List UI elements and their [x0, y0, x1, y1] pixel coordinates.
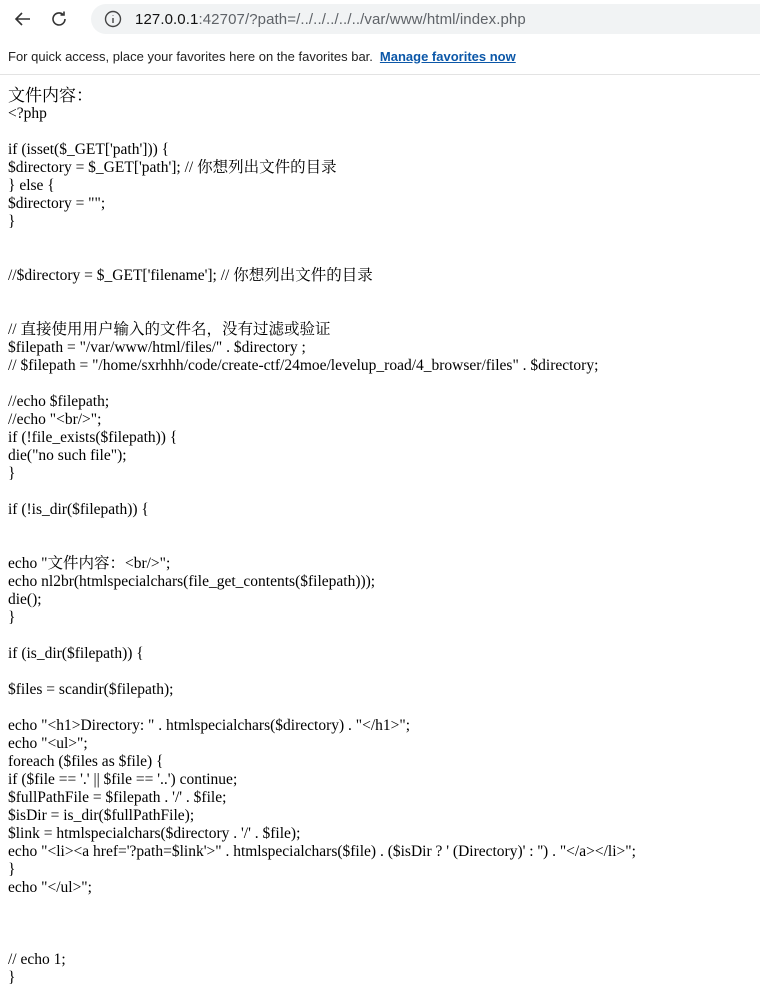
code-line: $files = scandir($filepath); [8, 681, 174, 698]
code-line: } [8, 465, 16, 482]
code-line: $isDir = is_dir($fullPathFile); [8, 807, 195, 824]
code-line: echo "<ul>"; [8, 735, 88, 752]
code-line: echo "</ul>"; [8, 879, 92, 896]
url-path: :42707/?path=/../../../../../var/www/html/index.php [198, 10, 526, 28]
code-line: echo "<h1>Directory: " . htmlspecialchars($directory) . "</h1>"; [8, 717, 411, 734]
code-line [8, 915, 760, 933]
code-line: // $filepath = "/home/sxrhhh/code/create-ctf/24moe/levelup_road/4_browser/files" . $directory; [8, 357, 599, 374]
code-line: die("no such file"); [8, 447, 127, 464]
file-content-heading: 文件内容： [8, 86, 93, 105]
code-line [8, 375, 760, 393]
manage-favorites-link[interactable]: Manage favorites now [379, 48, 516, 64]
code-line: if (!file_exists($filepath)) { [8, 429, 178, 446]
code-line: //$directory = $_GET['filename']; // 你想列出文件的目录 [8, 267, 373, 284]
address-bar[interactable] [91, 4, 760, 34]
code-line [8, 897, 760, 915]
code-line [8, 699, 760, 717]
code-line [8, 483, 760, 501]
code-line: if (isset($_GET['path'])) { [8, 141, 170, 158]
info-icon[interactable] [103, 9, 123, 29]
code-line [8, 231, 760, 249]
code-line: // echo 1; [8, 951, 66, 968]
code-line: if (is_dir($filepath)) { [8, 645, 144, 662]
code-line: } [8, 609, 16, 626]
code-line: } else { [8, 177, 55, 194]
code-line [8, 933, 760, 951]
code-line [8, 627, 760, 645]
favorites-bar [0, 38, 760, 75]
code-line: //echo "<br/>"; [8, 411, 102, 428]
code-line: } [8, 969, 16, 986]
refresh-button[interactable] [41, 0, 77, 38]
code-line: //echo $filepath; [8, 393, 110, 410]
code-line: $fullPathFile = $filepath . '/' . $file; [8, 789, 227, 806]
code-line [8, 537, 760, 555]
code-line: $directory = $_GET['path']; // 你想列出文件的目录 [8, 159, 337, 176]
code-line [8, 123, 760, 141]
arrow-left-icon [13, 9, 33, 29]
code-line: $link = htmlspecialchars($directory . '/' . $file); [8, 825, 301, 842]
url-text[interactable] [135, 11, 526, 28]
favorites-message: For quick access, place your favorites here on the favorites bar. [8, 48, 373, 64]
code-line: echo "<li><a href='?path=$link'>" . htmlspecialchars($file) . ($isDir ? ' (Directory)' : '') . "</a></li>"; [8, 843, 636, 860]
code-line: } [8, 213, 16, 230]
code-line: <?php [8, 105, 47, 122]
code-line: $filepath = "/var/www/html/files/" . $directory ; [8, 339, 306, 356]
refresh-icon [49, 9, 69, 29]
url-host: 127.0.0.1 [135, 10, 199, 28]
back-button[interactable] [5, 0, 41, 38]
page-content [0, 75, 760, 987]
source-code [8, 105, 760, 987]
code-line: if (!is_dir($filepath)) { [8, 501, 149, 518]
code-line [8, 285, 760, 303]
code-line: // 直接使用用户输入的文件名，没有过滤或验证 [8, 321, 331, 338]
browser-toolbar [0, 0, 760, 38]
code-line: echo nl2br(htmlspecialchars(file_get_contents($filepath))); [8, 573, 376, 590]
code-line: } [8, 861, 16, 878]
code-line [8, 519, 760, 537]
code-line: if ($file == '.' || $file == '..') continue; [8, 771, 238, 788]
code-line: die(); [8, 591, 42, 608]
code-line [8, 663, 760, 681]
code-line [8, 303, 760, 321]
code-line: foreach ($files as $file) { [8, 753, 164, 770]
code-line [8, 249, 760, 267]
code-line: echo "文件内容：<br/>"; [8, 555, 171, 572]
code-line: $directory = ""; [8, 195, 106, 212]
